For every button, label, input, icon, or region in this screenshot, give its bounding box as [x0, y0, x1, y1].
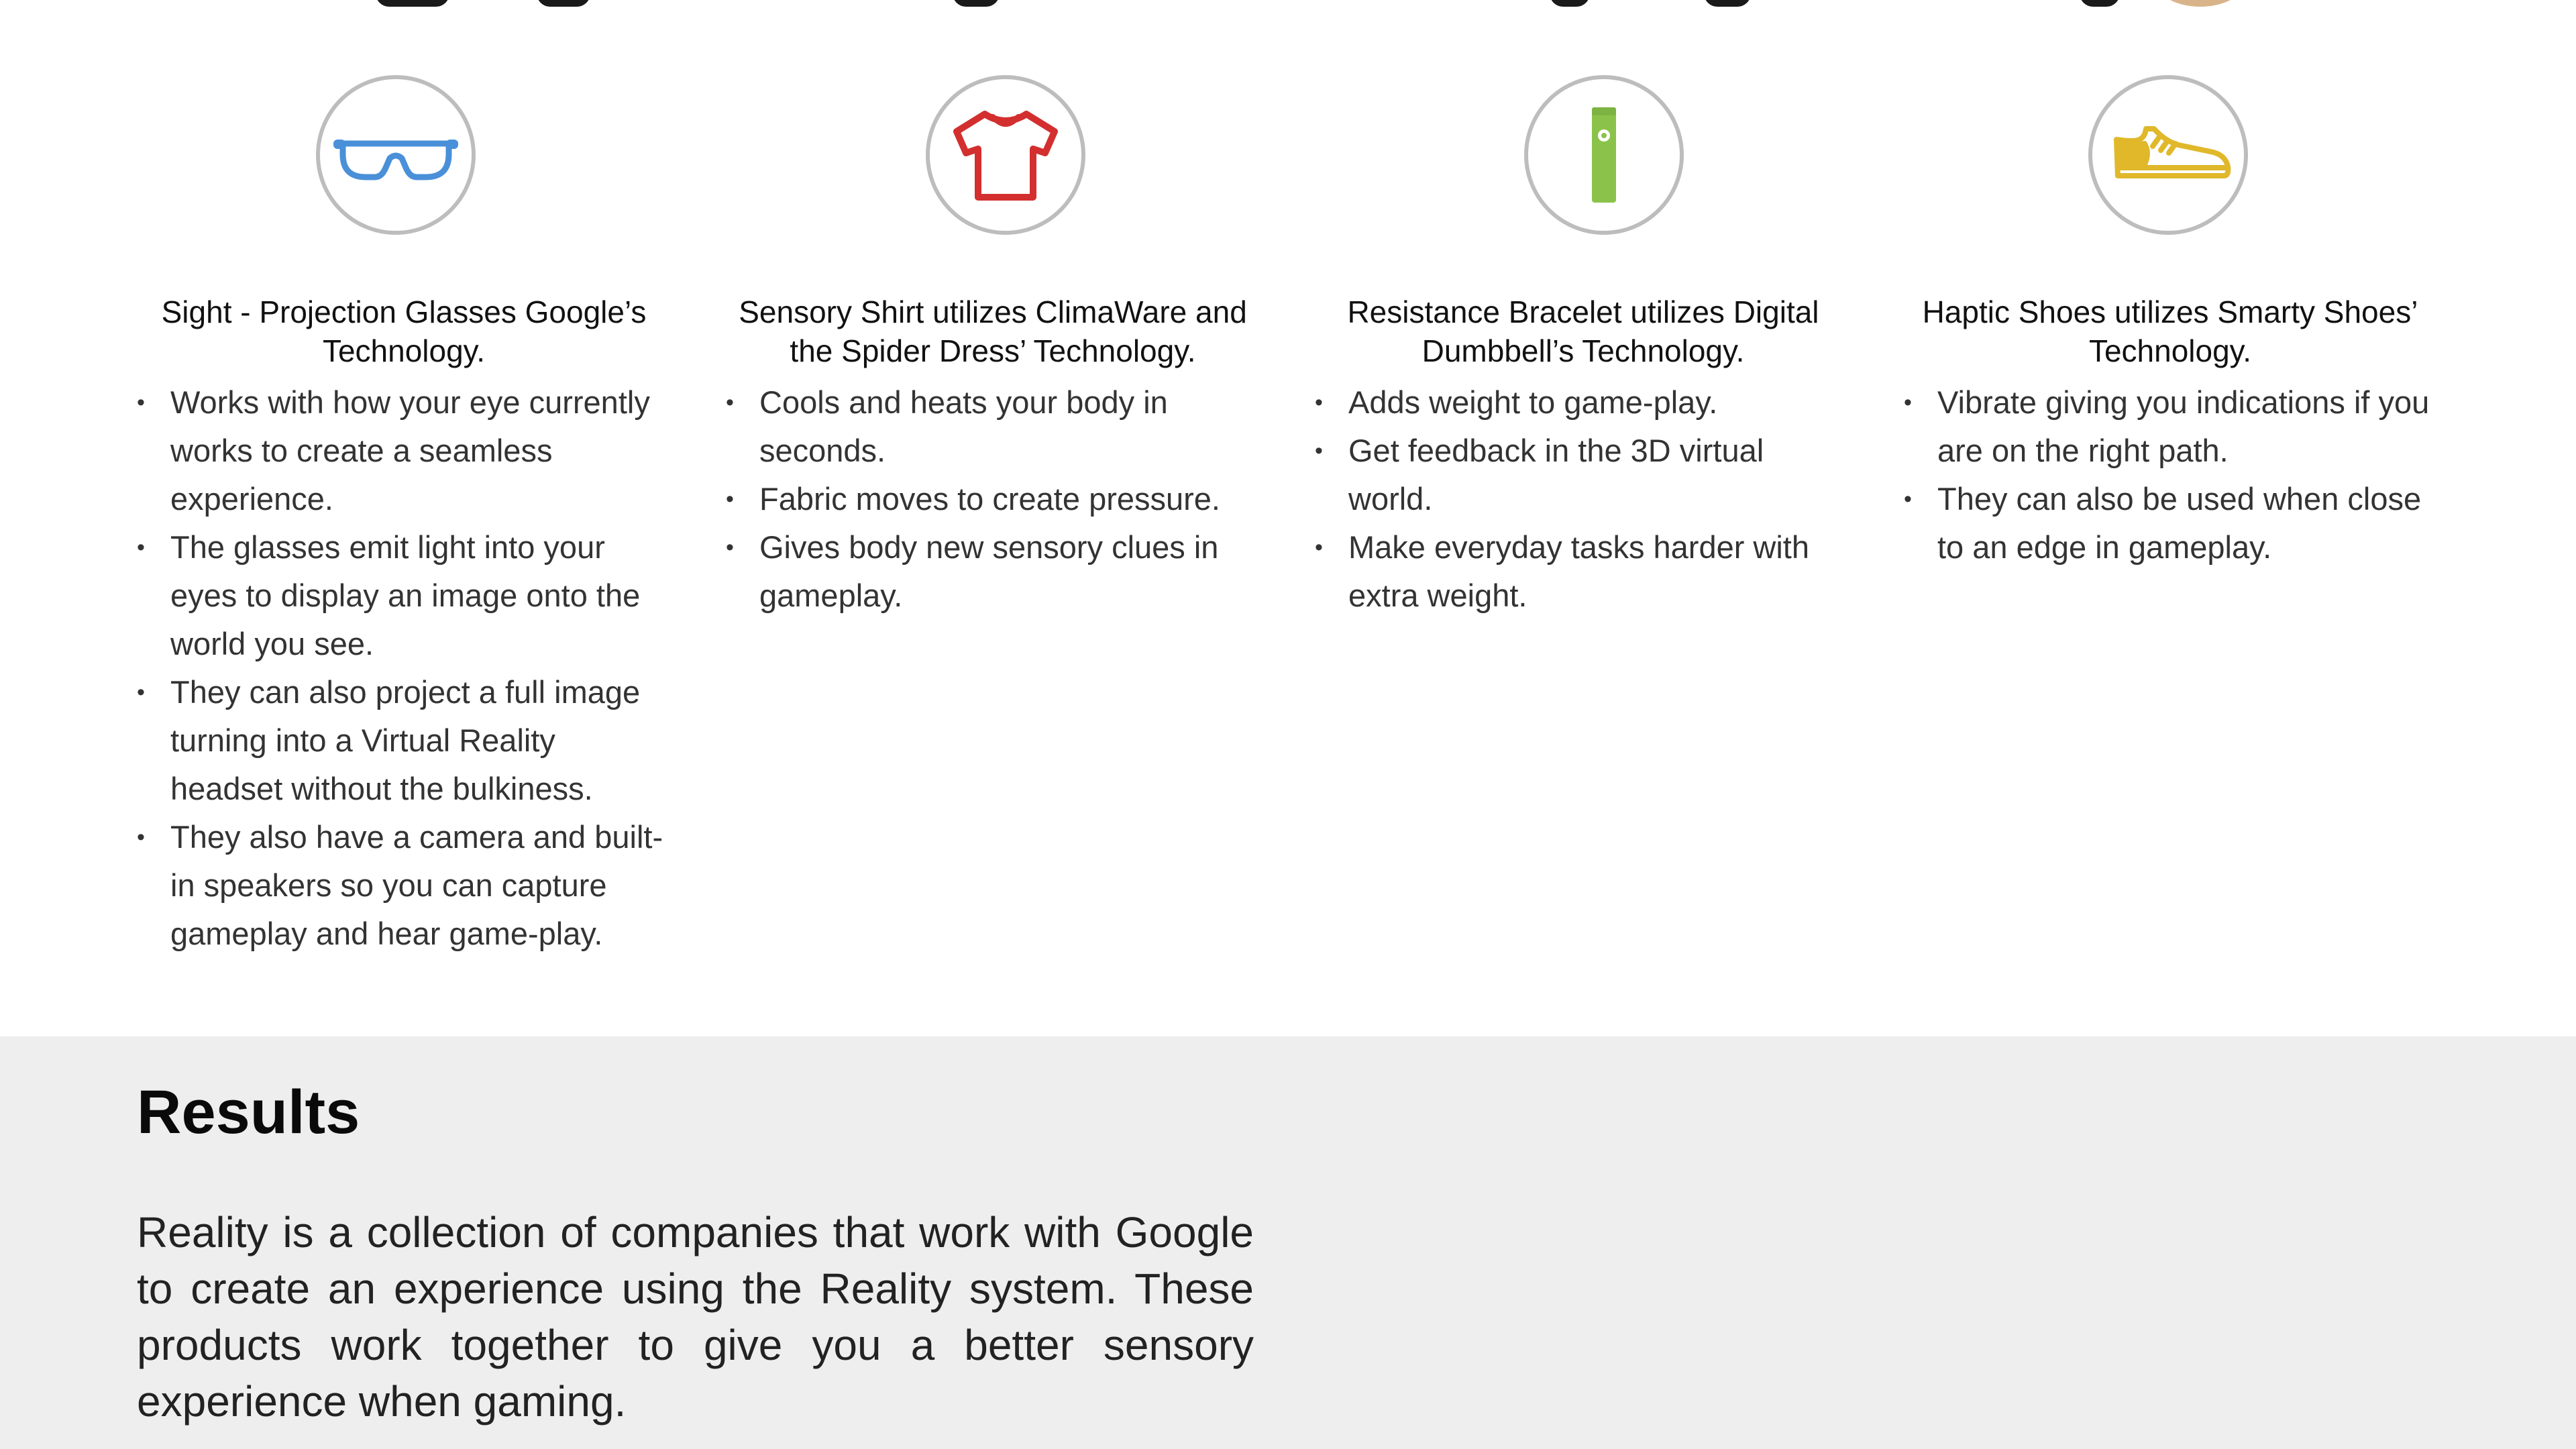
results-heading: Results: [137, 1078, 360, 1146]
feature-title: Sight - Projection Glasses Google’s Technology.: [161, 294, 647, 368]
list-item: • They can also be used when close to an edge in gameplay.: [1904, 475, 2440, 572]
list-item: • The glasses emit light into your eyes to display an image onto the world you see.: [137, 523, 674, 668]
bracelet-icon: [1524, 75, 1684, 235]
list-item: • Vibrate giving you indications if you are on the right path.: [1904, 378, 2440, 475]
feature-bullet-list: [1315, 378, 1851, 620]
feature-title: Sensory Shirt utilizes ClimaWare and the Spider Dress’ Technology.: [739, 294, 1247, 368]
list-item: • Get feedback in the 3D virtual world.: [1315, 427, 1851, 523]
feature-title: Resistance Bracelet utilizes Digital Dumbbell’s Technology.: [1347, 294, 1819, 368]
list-item: • Fabric moves to create pressure.: [726, 475, 1263, 523]
list-item: • They can also project a full image turning into a Virtual Reality headset without the bulkiness.: [137, 668, 674, 813]
list-item: • Cools and heats your body in seconds.: [726, 378, 1263, 475]
results-section: [0, 1036, 2576, 1449]
feature-bullet-list: [1904, 378, 2440, 572]
results-paragraph: Reality is a collection of companies that work with Google to create an experience using the Reality system. These products work together to give you a better sensory experience when gaming.: [137, 1208, 1254, 1426]
list-item: • They also have a camera and built-in speakers so you can capture gameplay and hear game-play.: [137, 813, 674, 958]
list-item: • Gives body new sensory clues in gameplay.: [726, 523, 1263, 620]
shoe-icon: [2088, 75, 2248, 235]
feature-title: Haptic Shoes utilizes Smarty Shoes’ Technology.: [1922, 294, 2418, 368]
feature-bullet-list: [137, 378, 674, 958]
list-item: • Make everyday tasks harder with extra weight.: [1315, 523, 1851, 620]
glasses-icon: [316, 75, 476, 235]
list-item: • Works with how your eye currently works to create a seamless experience.: [137, 378, 674, 523]
shirt-icon: [926, 75, 1085, 235]
feature-bullet-list: [726, 378, 1263, 620]
list-item: • Adds weight to game-play.: [1315, 378, 1851, 427]
